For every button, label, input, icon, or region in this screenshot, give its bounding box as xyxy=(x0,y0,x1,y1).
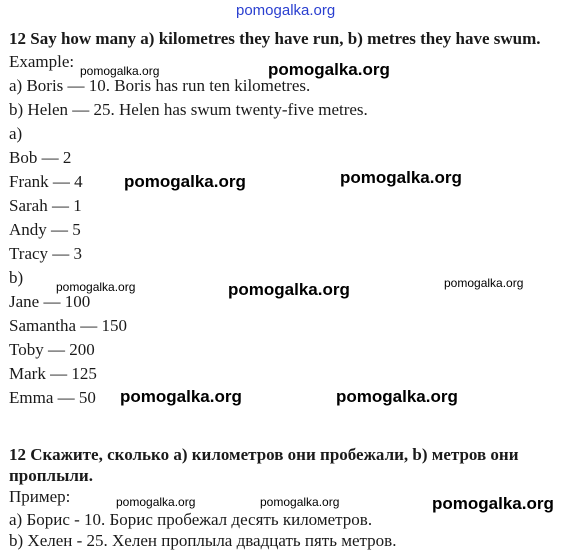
translation-example-b: b) Хелен - 25. Хелен проплыла двадцать пять метров. xyxy=(9,531,397,550)
watermark: pomogalka.org xyxy=(124,172,246,191)
list-item: Bob — 2 xyxy=(9,148,72,167)
translation-example-label: Пример: xyxy=(9,487,71,506)
example-label: Example: xyxy=(9,52,75,71)
watermark: pomogalka.org xyxy=(336,387,458,406)
list-item: Sarah — 1 xyxy=(9,196,82,215)
watermark: pomogalka.org xyxy=(340,168,462,187)
watermark: pomogalka.org xyxy=(80,64,160,78)
watermark: pomogalka.org xyxy=(444,276,524,290)
list-item: Tracy — 3 xyxy=(9,244,83,263)
translation-example-a: а) Борис - 10. Борис пробежал десять километров. xyxy=(9,510,373,529)
list-item: Emma — 50 xyxy=(9,388,96,407)
watermark: pomogalka.org xyxy=(260,495,340,509)
list-item: Jane — 100 xyxy=(9,292,91,311)
list-item: Samantha — 150 xyxy=(9,316,128,335)
watermark: pomogalka.org xyxy=(56,280,136,294)
watermark: pomogalka.org xyxy=(228,280,350,299)
list-item: Andy — 5 xyxy=(9,220,81,239)
list-item: Toby — 200 xyxy=(9,340,95,359)
example-a: a) Boris — 10. Boris has run ten kilometres. xyxy=(9,76,311,95)
watermark: pomogalka.org xyxy=(432,494,554,513)
translation-heading-line2: проплыли. xyxy=(9,466,93,485)
exercise-heading: 12 Say how many a) kilometres they have run, b) metres they have swum. xyxy=(9,29,541,48)
list-item: Frank — 4 xyxy=(9,172,83,191)
watermark: pomogalka.org xyxy=(268,60,390,79)
example-b: b) Helen — 25. Helen has swum twenty-five metres. xyxy=(9,100,368,119)
translation-heading-line1: 12 Скажите, сколько а) километров они пробежали, b) метров они xyxy=(9,445,519,464)
watermark-top: pomogalka.org xyxy=(236,2,336,19)
watermark: pomogalka.org xyxy=(116,495,196,509)
list-item: Mark — 125 xyxy=(9,364,97,383)
part-a-label: a) xyxy=(9,124,23,143)
watermark: pomogalka.org xyxy=(120,387,242,406)
part-b-label: b) xyxy=(9,268,24,287)
